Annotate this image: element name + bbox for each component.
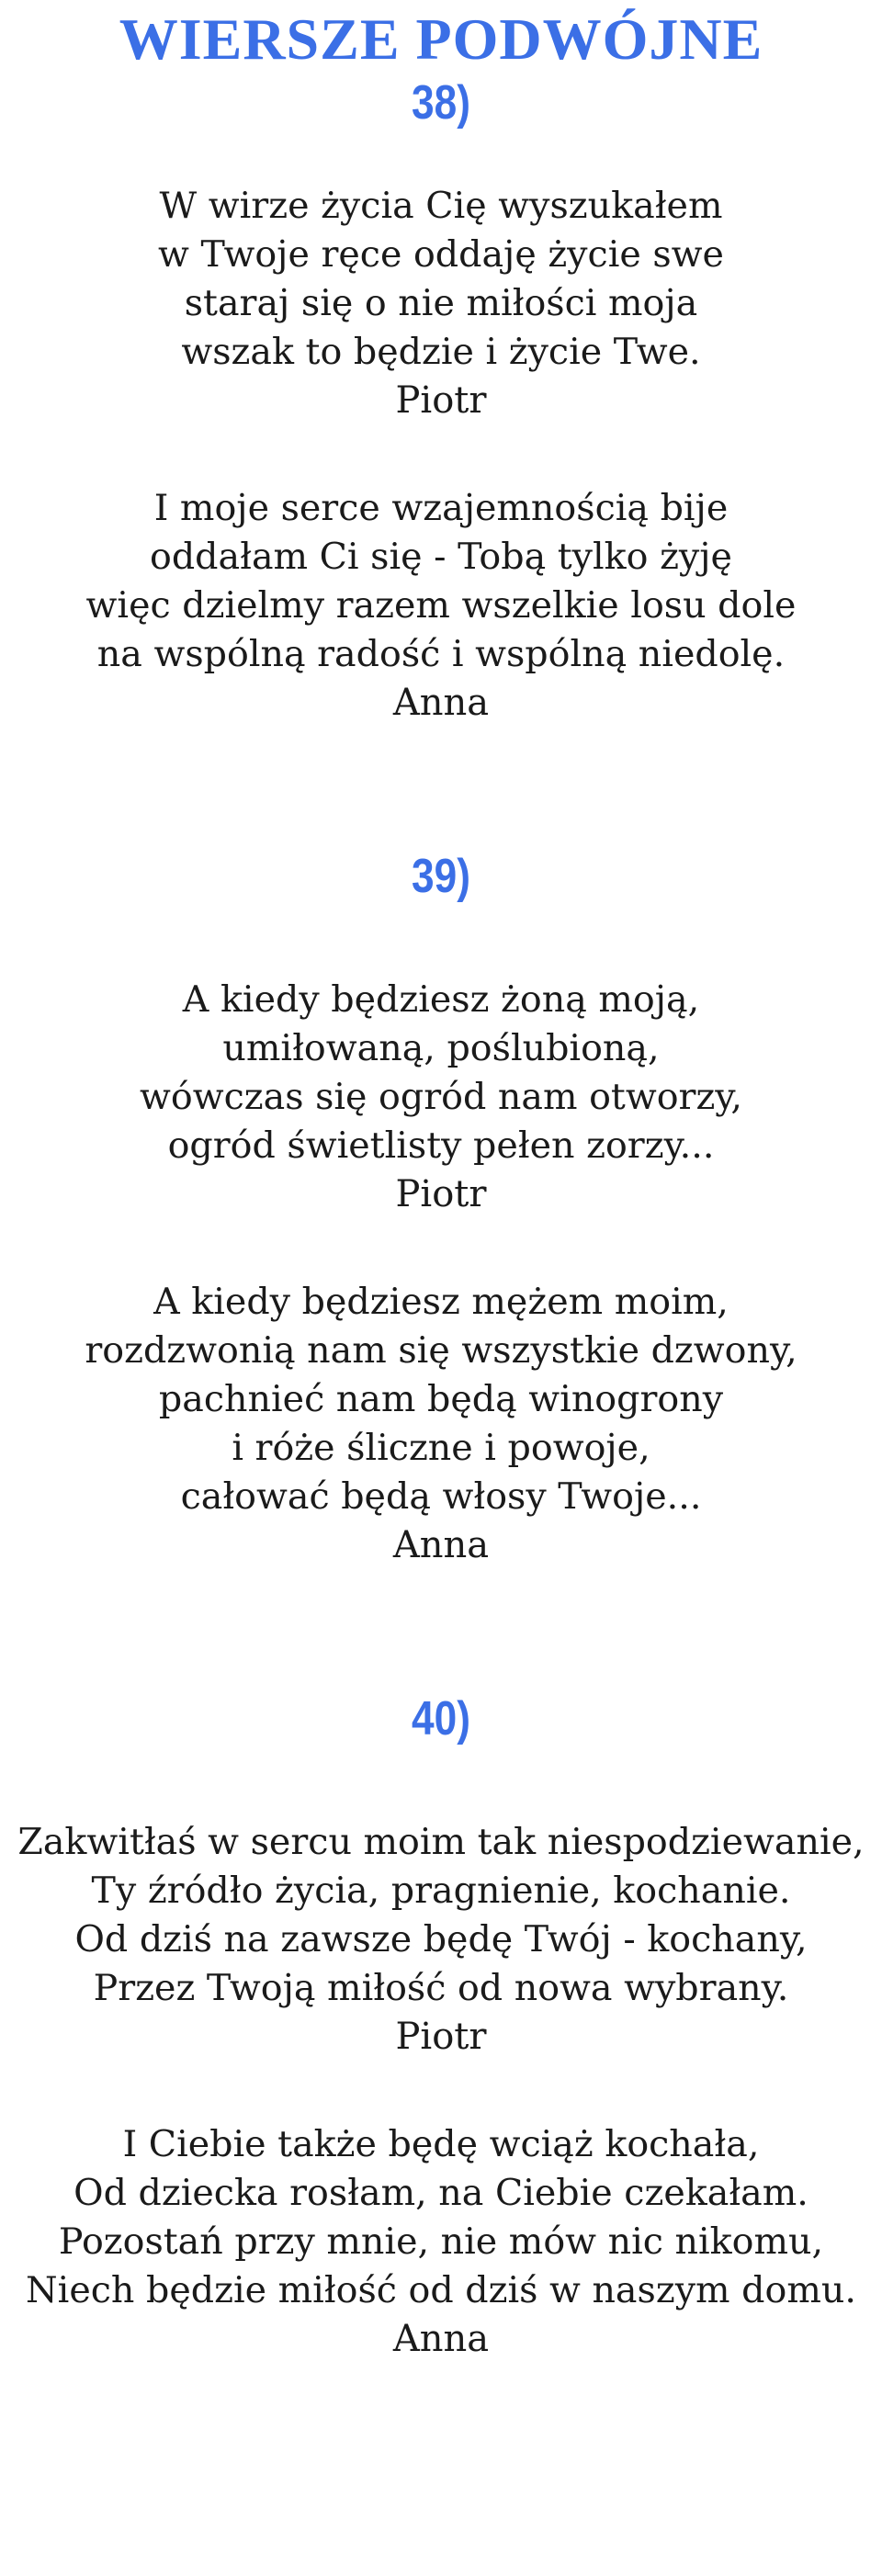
verse-line: Od dziecka rosłam, na Ciebie czekałam. — [74, 2172, 808, 2214]
verse-line: A kiedy będziesz żoną moją, — [182, 978, 700, 1021]
verse-line: na wspólną radość i wspólną niedolę. — [96, 633, 786, 675]
poem-38 — [0, 75, 882, 728]
verse-line: umiłowaną, poślubioną, — [222, 1027, 660, 1069]
verse-line: A kiedy będziesz mężem moim, — [153, 1281, 729, 1323]
poem-40 — [0, 1691, 882, 2364]
stanza — [0, 2120, 882, 2364]
verse-line: Przez Twoją miłość od nowa wybrany. — [93, 1967, 789, 2009]
verse-line: ogród świetlisty pełen zorzy... — [167, 1124, 715, 1167]
verse-line: I moje serce wzajemnością bije — [153, 487, 729, 529]
verse-line: Niech będzie miłość od dziś w naszym domu. — [26, 2269, 856, 2311]
verse-line: Zakwitłaś w sercu moim tak niespodziewanie, — [17, 1821, 865, 1863]
verse-line: w Twoje ręce oddaję życie swe — [158, 233, 724, 276]
stanza — [0, 182, 882, 425]
author-name: Piotr — [395, 2016, 487, 2058]
stanza — [0, 1818, 882, 2062]
author-name: Piotr — [395, 379, 487, 422]
verse-line: Od dziś na zawsze będę Twój - kochany, — [74, 1918, 808, 1960]
stanza — [0, 1278, 882, 1570]
poem-number: 39) — [412, 850, 470, 903]
verse-line: całować będą włosy Twoje... — [180, 1475, 702, 1518]
verse-line: staraj się o nie miłości moja — [184, 282, 698, 324]
stanza — [0, 484, 882, 728]
page-title: WIERSZE PODWÓJNE — [119, 6, 763, 72]
verse-line: pachnieć nam będą winogrony — [158, 1378, 724, 1420]
poem-number: 40) — [412, 1692, 470, 1746]
verse-line: Ty źródło życia, pragnienie, kochanie. — [91, 1870, 791, 1912]
verse-line: oddałam Ci się - Tobą tylko żyję — [150, 536, 732, 578]
poem-39 — [0, 849, 882, 1570]
verse-line: więc dzielmy razem wszelkie losu dole — [85, 584, 797, 627]
verse-line: wówczas się ogród nam otworzy, — [140, 1076, 742, 1118]
author-name: Anna — [392, 2318, 490, 2360]
poem-number: 38) — [412, 76, 470, 130]
verse-line: i róże śliczne i powoje, — [232, 1427, 650, 1469]
stanza — [0, 976, 882, 1219]
verse-line: W wirze życia Cię wyszukałem — [159, 185, 723, 227]
author-name: Anna — [392, 682, 490, 724]
verse-line: I Ciebie także będę wciąż kochała, — [122, 2123, 760, 2165]
verse-line: wszak to będzie i życie Twe. — [181, 331, 701, 373]
verse-line: Pozostań przy mnie, nie mów nic nikomu, — [58, 2220, 824, 2263]
author-name: Piotr — [395, 1173, 487, 1215]
author-name: Anna — [392, 1524, 490, 1566]
verse-line: rozdzwonią nam się wszystkie dzwony, — [85, 1329, 797, 1372]
